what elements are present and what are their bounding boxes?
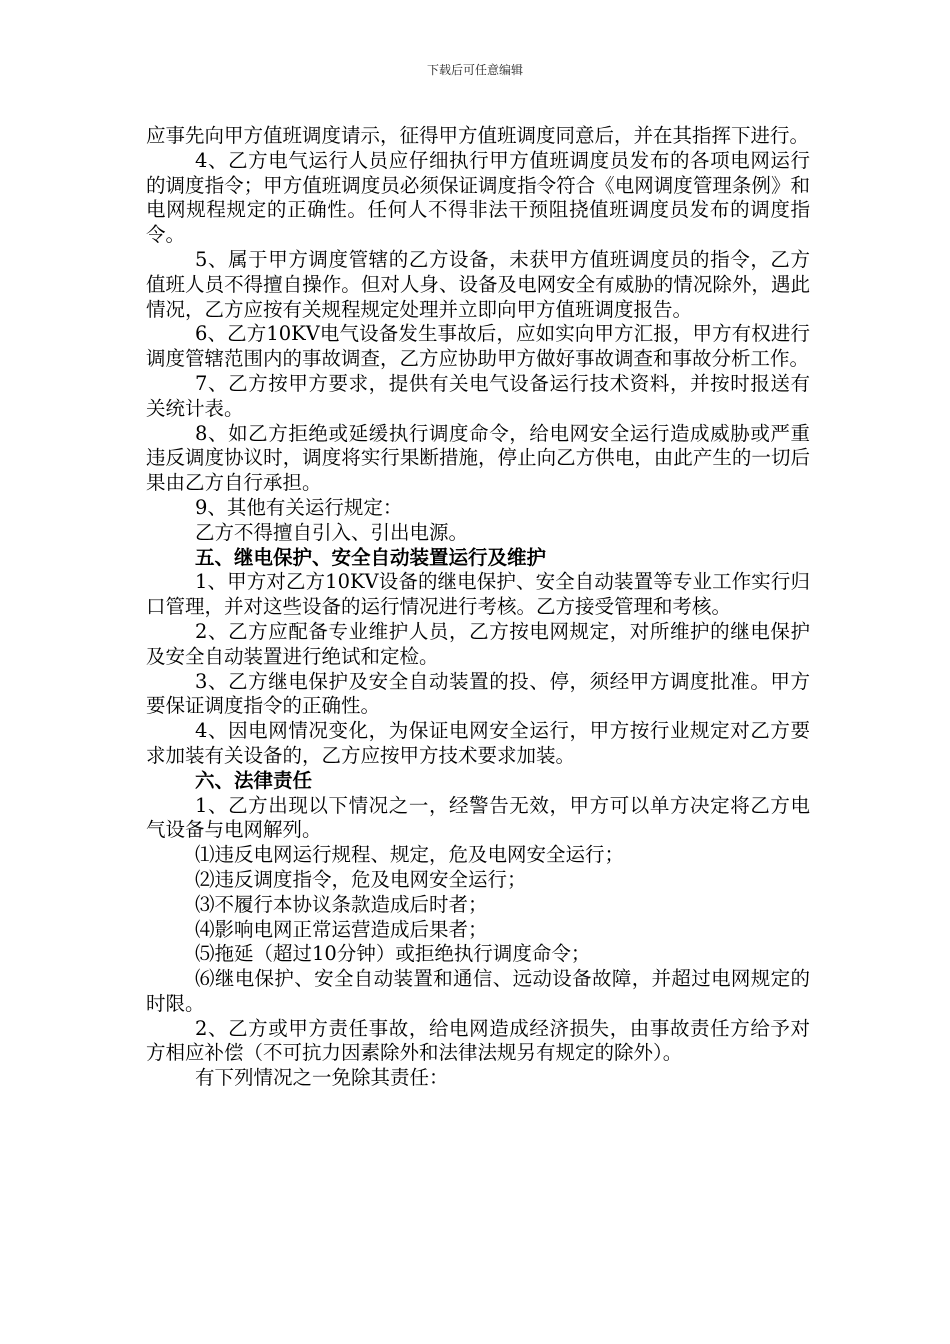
paragraph: 2、乙方应配备专业维护人员，乙方按电网规定，对所维护的继电保护及安全自动装置进行绝试和定检。 [146, 619, 810, 668]
list-item: ⑵违反调度指令，危及电网安全运行； [195, 867, 527, 891]
paragraph: 4、因电网情况变化，为保证电网安全运行，甲方按行业规定对乙方要求加装有关设备的，乙方应按甲方技术要求加装。 [146, 719, 810, 767]
paragraph: 9、其他有关运行规定： [195, 495, 403, 519]
page-header: 下载后可任意编辑 [426, 63, 523, 77]
paragraph: 有下列情况之一免除其责任： [195, 1066, 449, 1090]
paragraph: 应事先向甲方值班调度请示，征得甲方值班调度同意后，并在其指挥下进行。 [146, 124, 810, 147]
paragraph: 5、属于甲方调度管辖的乙方设备，未获甲方值班调度员的指令，乙方值班人员不得擅自操作。但对人身、设备及电网安全有威胁的情况除外，遇此情况，乙方应按有关规程规定处理并立即向甲方值班调度报告。 [146, 247, 810, 321]
paragraph: 2、乙方或甲方责任事故，给电网造成经济损失，由事故责任方给予对方相应补偿（不可抗力因素除外和法律法规另有规定的除外）。 [146, 1016, 810, 1065]
paragraph: 6、乙方10KV电气设备发生事故后，应如实向甲方汇报，甲方有权进行调度管辖范围内的事故调查，乙方应协助甲方做好事故调查和事故分析工作。 [146, 322, 810, 371]
section-heading: 六、法律责任 [195, 768, 313, 792]
list-item: ⑸拖延（超过10分钟）或拒绝执行调度命令； [195, 942, 591, 966]
paragraph: 4、乙方电气运行人员应仔细执行甲方值班调度员发布的各项电网运行的调度指令；甲方值班调度员必须保证调度指令符合《电网调度管理条例》和电网规程规定的正确性。任何人不得非法干预阻挠值班调度员发布的调度指令。 [146, 148, 810, 247]
paragraph: 乙方不得擅自引入、引出电源。 [195, 520, 469, 544]
list-item: ⑴违反电网运行规程、规定，危及电网安全运行； [195, 843, 625, 867]
list-item: ⑷影响电网正常运营造成后果者； [195, 917, 488, 941]
section-heading: 五、继电保护、安全自动装置运行及维护 [195, 545, 547, 569]
paragraph: 1、乙方出现以下情况之一，经警告无效，甲方可以单方决定将乙方电气设备与电网解列。 [146, 793, 810, 842]
paragraph: 7、乙方按甲方要求，提供有关电气设备运行技术资料，并按时报送有关统计表。 [146, 371, 810, 420]
document-body [146, 124, 810, 1091]
paragraph: 1、甲方对乙方10KV设备的继电保护、安全自动装置等专业工作实行归口管理，并对这些设备的运行情况进行考核。乙方接受管理和考核。 [146, 570, 810, 619]
list-item: ⑹继电保护、安全自动装置和通信、远动设备故障，并超过电网规定的时限。 [146, 967, 810, 1015]
paragraph: 8、如乙方拒绝或延缓执行调度命令，给电网安全运行造成威胁或严重违反调度协议时，调度将实行果断措施，停止向乙方供电，由此产生的一切后果由乙方自行承担。 [146, 421, 810, 495]
paragraph: 3、乙方继电保护及安全自动装置的投、停，须经甲方调度批准。甲方要保证调度指令的正确性。 [146, 669, 810, 718]
list-item: ⑶不履行本协议条款造成后时者； [195, 892, 488, 916]
